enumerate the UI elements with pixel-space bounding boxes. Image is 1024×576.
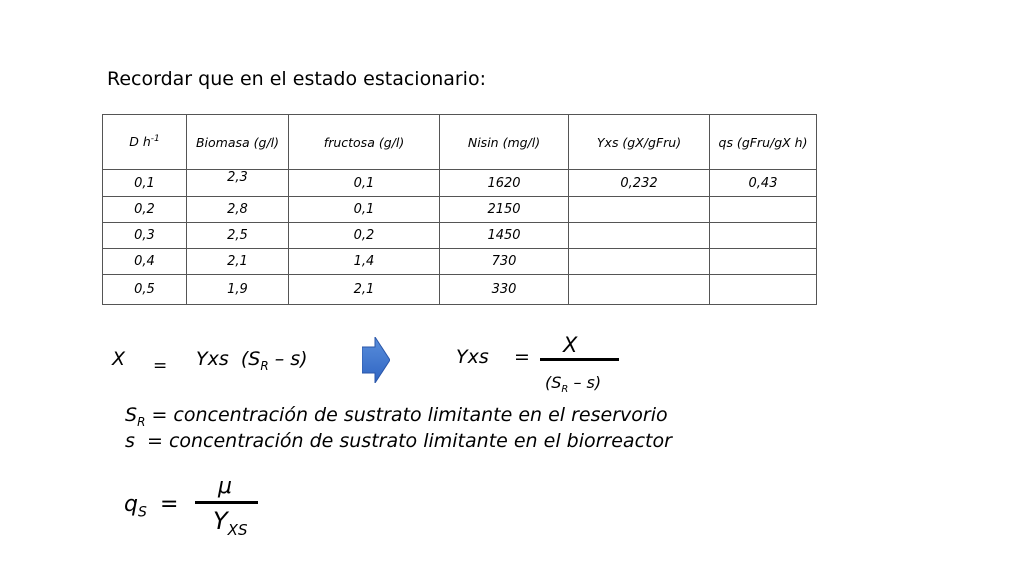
cell-fructosa: 0,2: [289, 223, 440, 249]
eq3-fraction-line: [195, 501, 258, 504]
eq1-equals: =: [153, 356, 168, 376]
header-biomasa: Biomasa (g/l): [187, 115, 289, 170]
cell-yxs: [569, 223, 710, 249]
cell-biomasa: 1,9: [187, 275, 289, 305]
eq3-denominator: $Y_{XS}$: [213, 507, 248, 539]
cell-fructosa: 0,1: [289, 197, 440, 223]
eq2-lhs: Yxs: [456, 346, 489, 368]
cell-yxs: [569, 249, 710, 275]
cell-d: 0,2: [103, 197, 187, 223]
cell-biomasa: 2,5: [187, 223, 289, 249]
cell-biomasa: 2,8: [187, 197, 289, 223]
cell-qs: 0,43: [710, 170, 817, 197]
right-arrow-icon: [362, 337, 390, 383]
eq1-x: X: [112, 348, 126, 370]
cell-nisin: 730: [440, 249, 569, 275]
table-row: [103, 223, 817, 249]
table-header-row: [103, 115, 817, 170]
table-row: [103, 170, 817, 197]
table-row: [103, 249, 817, 275]
eq1-rhs: Yxs $(S_R - s)$: [196, 348, 308, 373]
header-yxs: Yxs (gX/gFru): [569, 115, 710, 170]
cell-qs: [710, 275, 817, 305]
table-row: [103, 275, 817, 305]
definition-s: s = concentración de sustrato limitante en el biorreactor: [125, 430, 672, 452]
definition-sr: $S_R$ = concentración de sustrato limitante en el reservorio: [125, 404, 668, 429]
cell-yxs: [569, 275, 710, 305]
cell-yxs: [569, 197, 710, 223]
cell-fructosa: 2,1: [289, 275, 440, 305]
eq3-numerator: μ: [218, 474, 232, 499]
header-nisin: Nisin (mg/l): [440, 115, 569, 170]
cell-qs: [710, 249, 817, 275]
heading: Recordar que en el estado estacionario:: [107, 68, 486, 90]
data-table: [102, 114, 817, 305]
cell-d: 0,3: [103, 223, 187, 249]
cell-qs: [710, 197, 817, 223]
cell-yxs: 0,232: [569, 170, 710, 197]
cell-fructosa: 1,4: [289, 249, 440, 275]
cell-d: 0,1: [103, 170, 187, 197]
cell-qs: [710, 223, 817, 249]
cell-nisin: 330: [440, 275, 569, 305]
eq2-fraction-line: [540, 358, 619, 361]
cell-nisin: 1620: [440, 170, 569, 197]
header-d: D $h^{-1}$: [103, 115, 187, 170]
eq2-denominator: $(S_R - s)$: [545, 373, 602, 396]
eq2-numerator: X: [563, 333, 578, 357]
eq3-lhs: $q_S$: [124, 492, 147, 521]
cell-d: 0,4: [103, 249, 187, 275]
cell-d: 0,5: [103, 275, 187, 305]
table-row: [103, 197, 817, 223]
cell-biomasa: 2,1: [187, 249, 289, 275]
cell-nisin: 1450: [440, 223, 569, 249]
cell-biomasa: 2,3: [187, 170, 289, 197]
header-fructosa: fructosa (g/l): [289, 115, 440, 170]
header-d-sup: -1: [150, 134, 160, 145]
cell-fructosa: 0,1: [289, 170, 440, 197]
eq3-equals: =: [160, 492, 179, 517]
eq2-equals: =: [514, 346, 530, 368]
cell-nisin: 2150: [440, 197, 569, 223]
header-qs: qs (gFru/gX h): [710, 115, 817, 170]
